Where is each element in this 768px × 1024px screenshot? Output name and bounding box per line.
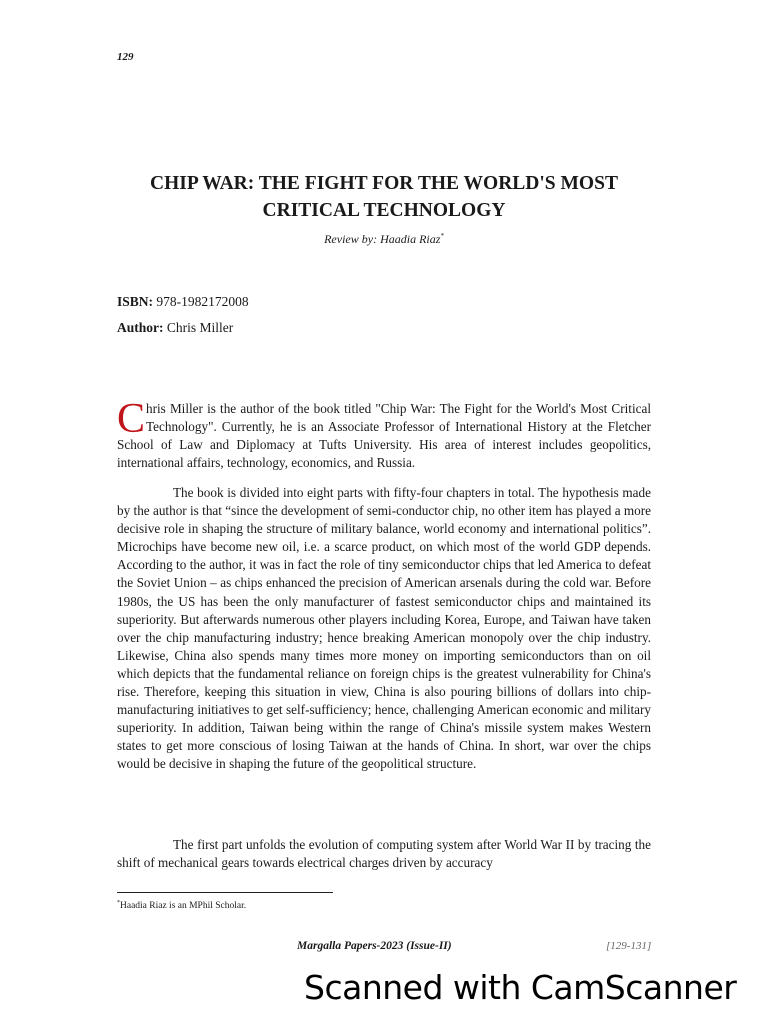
review-byline bbox=[117, 232, 651, 247]
footer-journal: Margalla Papers-2023 (Issue-II) bbox=[297, 940, 452, 952]
body-paragraph-1 bbox=[117, 396, 651, 472]
reviewer-footnote-marker: * bbox=[440, 232, 444, 240]
paragraph-1-text: hris Miller is the author of the book titled "Chip War: The Fight for the World's Most Critical Technology". Currently, he is an Associate Professor of International History at the Fletcher School of Law and Diplomacy at Tufts University. His area of interest includes geopolitics, international affairs, technology, economics, and Russia. bbox=[117, 401, 651, 471]
page-number: 129 bbox=[117, 51, 134, 63]
author-label: Author: bbox=[117, 320, 164, 335]
camscanner-watermark: Scanned with CamScanner bbox=[304, 968, 737, 1007]
footnote-text: Haadia Riaz is an MPhil Scholar. bbox=[120, 901, 247, 912]
drop-cap: C bbox=[117, 396, 146, 442]
footnote-marker: * bbox=[117, 900, 120, 906]
footer-page-range: [129-131] bbox=[606, 940, 652, 952]
isbn-label: ISBN: bbox=[117, 294, 154, 309]
body-paragraph-2: The book is divided into eight parts with fifty-four chapters in total. The hypothesis made by the author is that “since the development of semi-conductor chip, no other item has played a more decisive role in shaping the structure of military balance, world economy and international politics”. Microchips have become new oil, i.e. a scarce product, on which most of the world GDP depends. According to the author, it was in fact the role of tiny semiconductor chips that led America to defeat the Soviet Union – as chips enhanced the precision of American arsenals during the cold war. Before 1980s, the US has been the only manufacturer of fastest semiconductor chips and maintained its superiority. But afterwards numerous other players including Korea, Europe, and Taiwan have taken over the chip manufacturing industry; hence breaking American monopoly over the chip industry. Likewise, China also spends many times more money on importing semiconductors than on oil which depicts that the fundamental reliance on foreign chips is the greatest vulnerability for China's rise. Therefore, keeping this situation in view, China is also pouring billions of dollars into chip-manufacturing initiatives to get self-sufficiency; hence, challenging American economic and military superiority. In addition, Taiwan being within the range of China's missile system makes Western states to get more conscious of losing Taiwan at the hands of China. In short, war over the chips would be decisive in shaping the future of the geopolitical structure. bbox=[117, 485, 651, 772]
article-title: CHIP WAR: THE FIGHT FOR THE WORLD'S MOST CRITICAL TECHNOLOGY bbox=[150, 173, 618, 221]
body-paragraph-3: The first part unfolds the evolution of computing system after World War II by tracing the shift of mechanical gears towards electrical charges driven by accuracy bbox=[117, 837, 651, 871]
reviewer-name: Review by: Haadia Riaz bbox=[324, 232, 441, 246]
isbn-value: 978-1982172008 bbox=[153, 294, 249, 309]
author-value: Chris Miller bbox=[163, 320, 234, 335]
author-line bbox=[117, 320, 233, 336]
footnote bbox=[117, 900, 246, 911]
isbn-line bbox=[117, 294, 249, 310]
footnote-divider bbox=[117, 892, 333, 893]
